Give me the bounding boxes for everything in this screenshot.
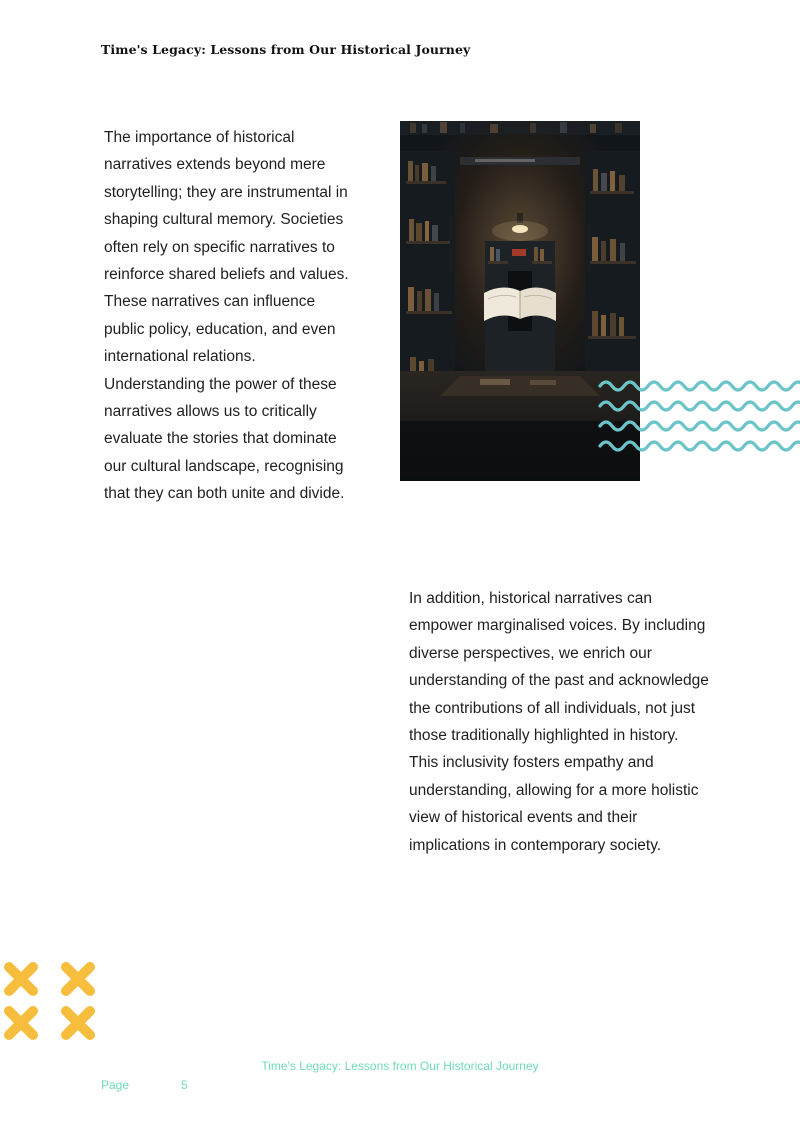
body-paragraph-2: In addition, historical narratives can empower marginalised voices. By including diverse perspectives, we enrich our understanding of the past and acknowledge the contributions of all individuals, not just those traditionally highlighted in history. This inclusivity fosters empathy and understanding, allowing for a more holistic view of historical events and their implications in contemporary society. [409, 590, 709, 854]
wave-lines-icon [598, 372, 800, 456]
body-paragraph-1: The importance of historical narratives extends beyond mere storytelling; they are instrumental in shaping cultural memory. Societies often rely on specific narratives to reinforce shared beliefs and values. These narratives can influence public policy, education, and even international relations. Understanding the power of these narratives allows us to critically evaluate the stories that dominate our cultural landscape, recognising that they can both unite and divide. [104, 129, 349, 503]
cross-marks-icon [0, 958, 100, 1044]
page-header-title: Time's Legacy: Lessons from Our Historical Journey [101, 42, 471, 57]
page-number: 5 [181, 1078, 188, 1092]
page-label: Page [101, 1078, 130, 1092]
footer-title: Time's Legacy: Lessons from Our Historical Journey [261, 1059, 539, 1073]
